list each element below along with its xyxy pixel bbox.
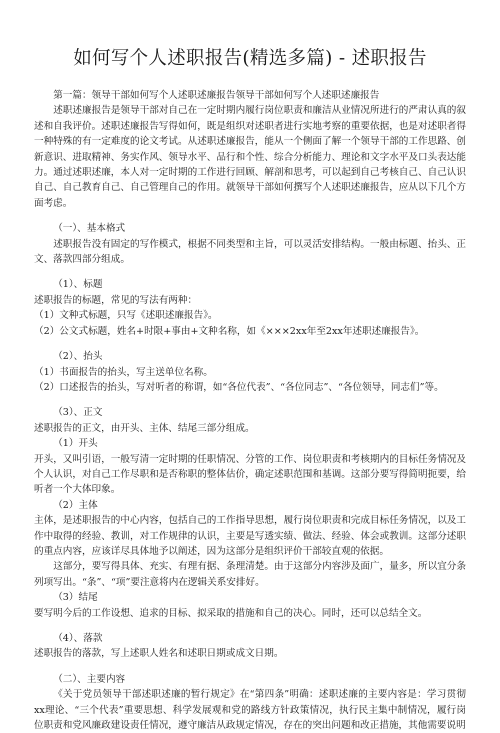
paragraph-intro: 述职述廉报告是领导干部对自己在一定时期内履行岗位职责和廉洁从业情况所进行的严肃认真的叙述和自我评价。述职述廉报告写得如何，既是组织对述职者进行实地考察的重要依据，也是对述职者得一种特殊的有一定难度的论文考试。从述职述廉报告，能从一个侧面了解一个领导干部的工作思路、创新意识、进取精神、务实作风、领导水平、品行和个性、综合分析能力、理论和文字水平及口头表达能力。通过述职述廉，本人对一定时期的工作进行回顾、解剖和思考，可以起到自己考核自己、自己认识自己、自己教育自己、自己管理自己的作用。就领导干部如何撰写个人述职述廉报告，应从以下几个方面考虑。 [34, 105, 466, 209]
paragraph-salutation-1: （1）书面报告的抬头，写主送单位名称。 [34, 366, 213, 378]
paragraph-body-2: 这部分，要写得具体、充实、有理有据、条理清楚。由于这部分内容涉及面广，量多，所以宜分条列项写出。“条”、“项”要注意将内在逻辑关系安排好。 [34, 561, 466, 588]
paragraph-basic-format: 述职报告没有固定的写作模式，根据不同类型和主旨，可以灵活安排结构。一般由标题、抬头、正文、落款四部分组成。 [34, 238, 466, 266]
heading-salutation: （2）、抬头 [53, 351, 103, 363]
heading-signature: （4）、落款 [53, 633, 103, 644]
paragraph-main-content: 《关于党员领导干部述职述廉的暂行规定》在“第四条”明确：述职述廉的主要内容是：学习贯彻xx理论、“三个代表”重要思想、科学发展观和党的路线方针政策情况，执行民主集中制情况，履行岗位职责和党风廉政建设责任情况，遵守廉洁从政规定情况，存在的突出问题和改正措施，其他需要说明 [34, 689, 466, 732]
paragraph-title-forms: 述职报告的标题，常见的写法有两种： [34, 294, 198, 306]
paragraph-ending: 要写明今后的工作设想、追求的目标、拟采取的措施和自己的决心。同时，还可以总结全文。 [34, 607, 428, 619]
paragraph-opening: 开头，又叫引语，一般写清一定时期的任职情况、分管的工作、岗位职责和考核期内的目标任务情况及个人认识，对自己工作尽职和是否称职的整体估价，确定述职范围和基调。这部分要写得简明扼要，给听者一个大体印象。 [34, 453, 466, 496]
paragraph-title-form-2: （2）公文式标题，姓名+时限+事由+文种名称，如《×××2xx年至2xx年述职述廉报告》。 [34, 325, 425, 337]
paragraph-title-form-1: （1）文种式标题，只写《述职述廉报告》。 [34, 310, 218, 322]
heading-main-content: （二）、主要内容 [53, 673, 126, 685]
heading-opening: （1）开头 [53, 438, 98, 450]
heading-main-text: （3）、正文 [53, 407, 103, 419]
paragraph-main-text: 述职报告的正文，由开头、主体、结尾三部分组成。 [34, 422, 255, 434]
heading-body: （2）主体 [53, 499, 98, 511]
paragraph-salutation-2: （2）口述报告的抬头，写对听者的称谓，如“各位代表”、“各位同志”、“各位领导，同志们”等。 [34, 381, 444, 393]
paragraph-chapter-heading: 第一篇：领导干部如何写个人述职述廉报告领导干部如何写个人述职述廉报告 [53, 90, 380, 101]
document-body [34, 88, 466, 733]
paragraph-body-1: 主体，是述职报告的中心内容，包括自己的工作指导思想，履行岗位职责和完成目标任务情况，以及工作中取得的经验、教训，对工作规律的认识，主要是写透实绩、做法、经验、体会或教训。这部分述职的重点内容，应该详尽具体地予以阐述，因为这部分是组织评价干部较直观的依据。 [34, 515, 466, 557]
heading-basic-format: （一）、基本格式 [53, 223, 126, 235]
heading-ending: （3）结尾 [53, 592, 98, 604]
document-title: 如何写个人述职报告(精选多篇) - 述职报告 [73, 48, 427, 69]
paragraph-signature: 述职报告的落款，写上述职人姓名和述职日期或成文日期。 [34, 648, 284, 660]
heading-title-section: （1）、标题 [53, 279, 103, 291]
